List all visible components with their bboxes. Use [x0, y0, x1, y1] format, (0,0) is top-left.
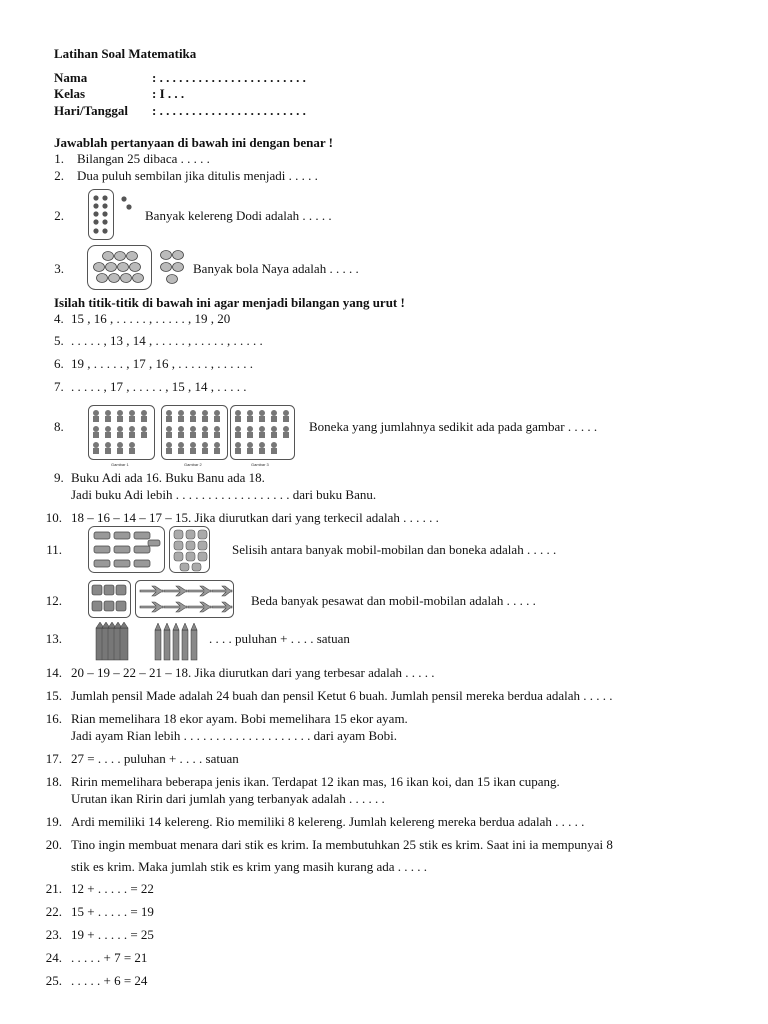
item-number: 20.: [45, 837, 62, 852]
item-text-line2: Jadi buku Adi lebih . . . . . . . . . . . . . . . . . . dari buku Banu.: [71, 487, 377, 502]
dolls-pictures: [88, 405, 298, 461]
cars-and-dolls-picture: [88, 526, 228, 576]
marbles-picture: [88, 189, 138, 241]
item-text: Rian memelihara 18 ekor ayam. Bobi memelihara 15 ekor ayam.: [71, 711, 408, 726]
section2-instruction: Isilah titik-titik di bawah ini agar menjadi bilangan yang urut !: [54, 295, 405, 310]
item-text: 15 + . . . . . = 19: [71, 904, 154, 919]
item-number: 2.: [54, 208, 64, 223]
cars-and-planes-picture: [88, 580, 238, 620]
item-number: 1.: [54, 151, 64, 166]
item-text: Tino ingin membuat menara dari stik es krim. Ia membutuhkan 25 stik es krim. Saat ini ia mempunyai 8: [71, 837, 613, 852]
page-title: Latihan Soal Matematika: [54, 46, 197, 61]
item-number: 15.: [45, 688, 62, 703]
item-text: 27 = . . . . puluhan + . . . . satuan: [71, 751, 239, 766]
field-value-kelas: : I . . .: [152, 86, 185, 101]
item-text: Banyak bola Naya adalah . . . . .: [193, 261, 359, 276]
item-text: Jumlah pensil Made adalah 24 buah dan pensil Ketut 6 buah. Jumlah pensil mereka berdua adalah . . . . .: [71, 688, 613, 703]
item-number: 8.: [54, 419, 64, 434]
caption-gambar-2: Gambar 2: [184, 462, 202, 467]
item-number: 7.: [54, 379, 64, 394]
item-text: Ririn memelihara beberapa jenis ikan. Terdapat 12 ikan mas, 16 ikan koi, dan 15 ikan cupang.: [71, 774, 560, 789]
item-number: 17.: [45, 751, 62, 766]
item-number: 23.: [45, 927, 62, 942]
caption-gambar-1: Gambar 1: [111, 462, 129, 467]
field-value-nama: : . . . . . . . . . . . . . . . . . . . . . . .: [152, 70, 306, 85]
item-text: Beda banyak pesawat dan mobil-mobilan adalah . . . . .: [251, 593, 536, 608]
item-text: 20 – 19 – 22 – 21 – 18. Jika diurutkan dari yang terbesar adalah . . . . .: [71, 665, 435, 680]
pencils-picture: [94, 622, 204, 664]
item-number: 5.: [54, 333, 64, 348]
item-text: . . . . . + 7 = 21: [71, 950, 148, 965]
balls-picture: [87, 245, 187, 291]
item-number: 19.: [45, 814, 62, 829]
item-number: 13.: [45, 631, 62, 646]
item-text: . . . . . + 6 = 24: [71, 973, 148, 988]
item-text: 15 , 16 , . . . . . , . . . . . , 19 , 20: [71, 311, 231, 326]
item-text: 19 , . . . . . , 17 , 16 , . . . . . , . . . . . .: [71, 356, 253, 371]
item-text: Bilangan 25 dibaca . . . . .: [77, 151, 210, 166]
field-label-nama: Nama: [54, 70, 88, 85]
item-number: 6.: [54, 356, 64, 371]
item-number: 18.: [45, 774, 62, 789]
item-text: . . . . . , 13 , 14 , . . . . . , . . . . . , . . . . .: [71, 333, 263, 348]
item-text: Boneka yang jumlahnya sedikit ada pada gambar . . . . .: [309, 419, 598, 434]
item-text: Dua puluh sembilan jika ditulis menjadi . . . . .: [77, 168, 318, 183]
field-label-kelas: Kelas: [54, 86, 86, 101]
item-number: 4.: [54, 311, 64, 326]
item-text: . . . . puluhan + . . . . satuan: [209, 631, 350, 646]
field-value-tanggal: : . . . . . . . . . . . . . . . . . . . . . . .: [152, 103, 306, 118]
item-text: . . . . . , 17 , . . . . . , 15 , 14 , . . . . .: [71, 379, 247, 394]
item-text-line2: Jadi ayam Rian lebih . . . . . . . . . . . . . . . . . . . . dari ayam Bobi.: [71, 728, 398, 743]
item-number: 11.: [46, 542, 62, 557]
item-text: 18 – 16 – 14 – 17 – 15. Jika diurutkan dari yang terkecil adalah . . . . . .: [71, 510, 439, 525]
item-number: 9.: [54, 470, 64, 485]
item-number: 21.: [45, 881, 62, 896]
item-text: 12 + . . . . . = 22: [71, 881, 154, 896]
item-number: 12.: [45, 593, 62, 608]
item-text: 19 + . . . . . = 25: [71, 927, 154, 942]
item-number: 22.: [45, 904, 62, 919]
item-text-line2: Urutan ikan Ririn dari jumlah yang terbanyak adalah . . . . . .: [71, 791, 385, 806]
item-number: 24.: [45, 950, 62, 965]
item-text: Ardi memiliki 14 kelereng. Rio memiliki 8 kelereng. Jumlah kelereng mereka berdua adalah . . . . .: [71, 814, 585, 829]
item-number: 16.: [45, 711, 62, 726]
item-text-line2: stik es krim. Maka jumlah stik es krim yang masih kurang ada . . . . .: [71, 859, 427, 874]
item-text: Selisih antara banyak mobil-mobilan dan boneka adalah . . . . .: [232, 542, 557, 557]
field-label-tanggal: Hari/Tanggal: [54, 103, 128, 118]
item-text: Buku Adi ada 16. Buku Banu ada 18.: [71, 470, 265, 485]
item-number: 10.: [45, 510, 62, 525]
item-number: 14.: [45, 665, 62, 680]
section1-instruction: Jawablah pertanyaan di bawah ini dengan benar !: [54, 135, 333, 150]
item-number: 2.: [54, 168, 64, 183]
item-number: 3.: [54, 261, 64, 276]
item-text: Banyak kelereng Dodi adalah . . . . .: [145, 208, 332, 223]
item-number: 25.: [45, 973, 62, 988]
caption-gambar-3: Gambar 3: [251, 462, 269, 467]
